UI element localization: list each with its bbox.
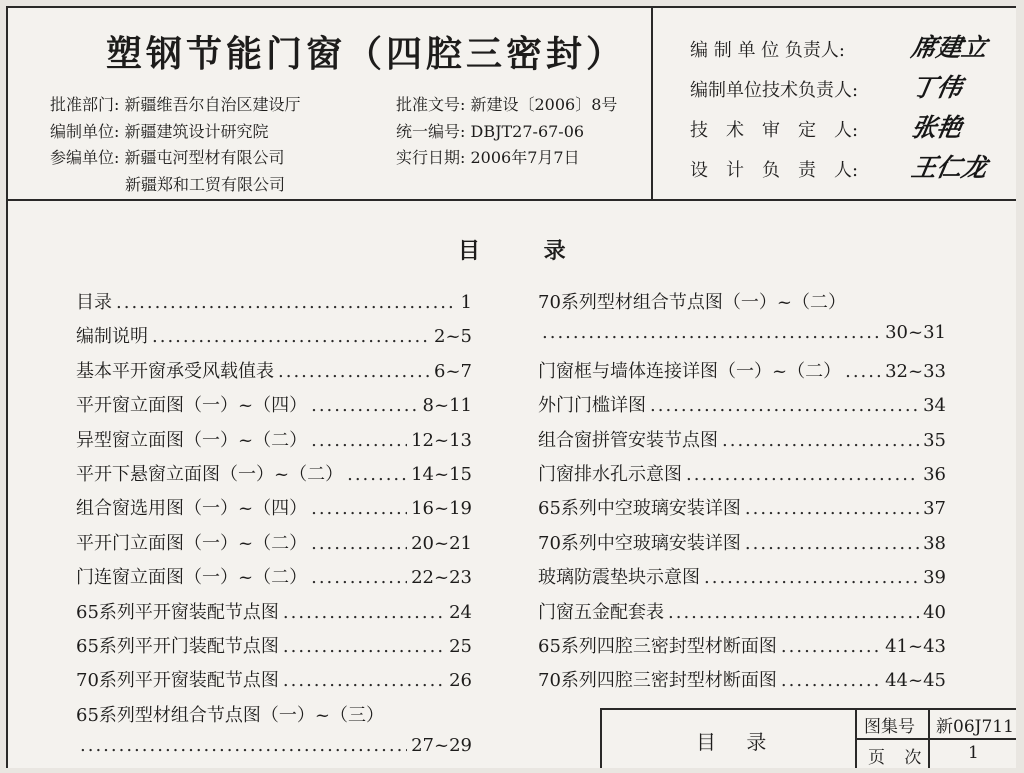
toc-leader [283,670,445,691]
approval-dept: 新疆维吾尔自治区建设厅 [124,95,301,114]
document-page [6,6,1016,768]
responsibility-block [690,33,990,196]
toc-item[interactable] [538,357,946,391]
toc-item-title: 65系列中空玻璃安装详图 [538,498,741,520]
responsible-row [690,33,990,76]
toc-leader [311,498,407,519]
toc-item[interactable] [538,460,946,494]
toc-item[interactable] [538,563,946,597]
toc-leader [781,670,881,691]
toc-item-continuation [76,735,472,769]
toc-leader [80,735,407,756]
toc-leader [704,567,919,588]
title-block-name: 目 录 [696,730,767,754]
toc-leader [650,395,919,416]
toc-heading: 目 录 [458,239,566,264]
toc-item[interactable] [538,494,946,528]
toc-leader [686,464,919,485]
signature: 席建立 [909,33,990,62]
header-divider [6,199,1016,201]
participant-2: 新疆郑和工贸有限公司 [125,174,286,194]
toc-leader [781,636,881,657]
toc-item-pages: 38 [923,532,946,554]
toc-item-pages: 1 [460,292,472,313]
publisher-info [50,92,301,198]
toc-item-pages: 39 [923,567,946,589]
toc-leader [283,636,445,657]
toc-leader [116,292,457,313]
toc-item-title: 70系列型材组合节点图（一）~（二） [538,292,846,313]
toc-item-title: 平开门立面图（一）~（二） [76,532,308,554]
toc-leader [722,430,919,451]
impl-date-label: 实行日期: [396,148,466,167]
toc-item-title: 组合窗选用图（一）~（四） [76,498,308,520]
toc-item[interactable] [538,632,946,666]
approval-dept-label: 批准部门: [50,95,120,114]
toc-item-pages: 20~21 [411,532,472,554]
toc-item[interactable] [76,322,472,356]
participant-1: 新疆屯河型材有限公司 [124,148,285,167]
toc-item-title: 目录 [76,292,112,313]
toc-leader [152,326,430,347]
toc-item-pages: 44~45 [885,670,946,692]
responsible-label: 技 术 审 定 人: [690,120,859,141]
toc-item-pages: 32~33 [885,360,946,382]
toc-item-title: 异型窗立面图（一）~（二） [76,429,308,451]
toc-leader [311,395,418,416]
toc-leader [311,567,407,588]
page-label: 页 次 [868,748,922,768]
toc-leader [668,602,919,623]
toc-item-title: 65系列平开门装配节点图 [76,635,279,657]
toc-item[interactable] [76,494,472,528]
toc-item-pages: 25 [449,635,472,657]
outer-border-top [6,6,1016,8]
approval-doc-label: 批准文号: [396,95,466,114]
signature: 丁伟 [909,73,965,102]
toc-item-title: 组合窗拼管安装节点图 [538,429,718,451]
toc-item-title: 门连窗立面图（一）~（二） [76,567,308,589]
toc-item-title: 平开窗立面图（一）~（四） [76,395,308,417]
toc-leader [745,498,919,519]
toc-leader [542,322,881,343]
toc-item-pages: 14~15 [411,463,472,485]
unified-no: DBJT27-67-06 [470,121,585,141]
impl-date: 2006年7月7日 [470,148,580,167]
toc-item-title: 玻璃防震垫块示意图 [538,567,700,589]
toc-item[interactable] [538,426,946,460]
responsible-row [690,153,990,196]
toc-leader [745,533,919,554]
toc-item-title: 65系列平开窗装配节点图 [76,601,279,623]
toc-leader [283,602,445,623]
toc-item-pages: 27~29 [411,735,472,757]
toc-item-pages: 37 [923,498,946,520]
responsible-label: 设 计 负 责 人: [690,160,859,181]
toc-item-pages: 16~19 [411,498,472,520]
unified-no-label: 统一编号: [396,121,466,141]
toc-item-pages: 2~5 [434,326,472,348]
toc-item-title: 70系列四腔三密封型材断面图 [538,670,777,692]
responsible-row [690,113,965,156]
toc-item-title: 门窗排水孔示意图 [538,463,682,485]
toc-item-title: 门窗五金配套表 [538,601,664,623]
toc-leader [311,533,407,554]
outer-border-left [6,6,8,768]
responsible-row [690,73,965,116]
title-block-left [600,708,602,768]
toc-item-pages: 35 [923,429,946,451]
toc-item-pages: 34 [923,395,946,417]
toc-item-pages: 40 [923,601,946,623]
toc-leader [347,464,407,485]
toc-item[interactable] [76,357,472,391]
atlas-no-label: 图集号 [864,717,915,737]
toc-left-column [76,288,472,769]
title-block-top [600,708,1016,710]
toc-item-title: 平开下悬窗立面图（一）~（二） [76,463,344,485]
toc-item[interactable] [76,529,472,563]
page-number: 1 [968,743,979,763]
toc-item-pages: 41~43 [885,635,946,657]
toc-item-title: 编制说明 [76,326,148,348]
toc-right-column [538,288,946,701]
responsible-label: 编制单位技术负责人: [690,80,859,101]
toc-item-title: 65系列四腔三密封型材断面图 [538,635,777,657]
toc-item[interactable] [76,666,472,700]
toc-item[interactable] [76,632,472,666]
toc-item-title: 70系列平开窗装配节点图 [76,670,279,692]
toc-item-pages: 24 [449,601,472,623]
toc-item-pages: 12~13 [411,429,472,451]
title-block-mid [855,738,1016,740]
toc-item-title: 70系列中空玻璃安装详图 [538,532,741,554]
toc-item-continuation [538,322,946,356]
toc-item[interactable] [538,529,946,563]
toc-item[interactable] [538,666,946,700]
toc-item[interactable] [76,460,472,494]
toc-item[interactable] [538,598,946,632]
toc-item-title: 65系列型材组合节点图（一）~（三） [76,704,384,726]
toc-item[interactable] [76,426,472,460]
toc-leader [845,361,881,382]
responsible-label: 编 制 单 位 负责人: [690,40,845,61]
toc-item[interactable] [538,391,946,425]
atlas-no: 新06J711 [936,717,1014,737]
approval-info [396,92,617,172]
editor-unit: 新疆建筑设计研究院 [124,121,269,141]
toc-item-pages: 22~23 [411,567,472,589]
toc-item[interactable] [76,701,472,735]
toc-item-pages: 26 [449,670,472,692]
header-vertical-divider [651,6,653,201]
approval-doc: 新建设〔2006〕8号 [470,95,618,114]
toc-item[interactable] [76,598,472,632]
signature: 张艳 [909,113,965,142]
document-title: 塑钢节能门窗（四腔三密封） [106,34,627,75]
toc-item-pages: 36 [923,463,946,485]
toc-leader [278,361,430,382]
toc-item[interactable] [538,288,946,322]
toc-item-pages: 6~7 [434,360,472,382]
toc-item-title: 基本平开窗承受风载值表 [76,360,274,382]
toc-item-title: 外门门槛详图 [538,395,646,417]
toc-leader [311,430,407,451]
signature: 王仁龙 [909,153,990,182]
toc-item[interactable] [76,391,472,425]
toc-item[interactable] [76,563,472,597]
toc-item-pages: 8~11 [422,395,472,417]
toc-item-title: 门窗框与墙体连接详图（一）~（二） [538,360,842,382]
toc-item[interactable] [76,288,472,322]
editor-unit-label: 编制单位: [50,121,120,141]
participant-label: 参编单位: [50,148,120,167]
toc-item-pages: 30~31 [885,322,946,344]
